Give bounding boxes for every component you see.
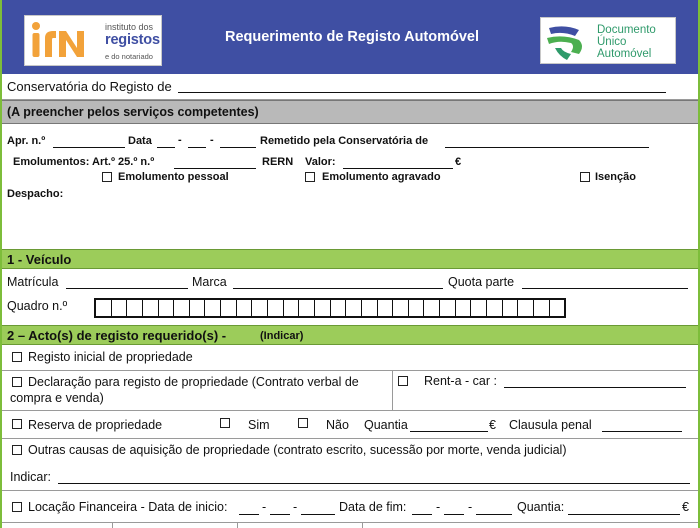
conservatoria-label: Conservatória do Registo de — [7, 79, 172, 94]
emolumentos-label: Emolumentos: Art.º 25.º n.º — [13, 156, 155, 168]
data-day-field[interactable] — [157, 147, 175, 148]
marca-label: Marca — [192, 275, 227, 289]
reserva-label: Reserva de propriedade — [28, 418, 163, 432]
irn-logo-icon — [29, 18, 95, 62]
declaracao-checkbox[interactable] — [12, 377, 22, 387]
next-row-partial — [2, 523, 698, 528]
reserva-nao-checkbox[interactable] — [298, 418, 308, 428]
actos-heading: 2 – Acto(s) de registo requerido(s) - — [7, 328, 227, 343]
reserva-quantia-field[interactable] — [410, 431, 488, 432]
reserva-nao-label: Não — [326, 418, 349, 432]
reserva-quantia-currency: € — [489, 418, 496, 432]
locacao-inicio-year-field[interactable] — [301, 514, 335, 515]
quota-label: Quota parte — [448, 275, 515, 289]
declaracao-label-line2: compra e venda) — [10, 391, 104, 405]
rern-label: RERN — [262, 156, 294, 168]
remetido-label: Remetido pela Conservatória de — [260, 135, 429, 147]
reserva-quantia-label: Quantia — [364, 418, 408, 432]
registo-inicial-checkbox[interactable] — [12, 352, 22, 362]
outras-causas-row — [2, 439, 698, 491]
servicos-band — [2, 100, 698, 124]
locacao-inicio-dash-1: - — [262, 500, 267, 514]
emolumentos-field[interactable] — [174, 168, 256, 169]
marca-field[interactable] — [233, 288, 443, 289]
rent-a-car-label: Rent-a - car : — [424, 374, 497, 388]
emolumento-agravado-label: Emolumento agravado — [322, 171, 441, 183]
declaracao-row — [2, 371, 698, 411]
reserva-sim-label: Sim — [248, 418, 270, 432]
apr-field[interactable] — [53, 147, 125, 148]
outras-causas-label: Outras causas de aquisição de propriedade (contrato escrito, sucessão por morte, venda judicial) — [28, 443, 567, 457]
data-fim-year-field[interactable] — [476, 514, 512, 515]
isencao-checkbox[interactable] — [580, 172, 590, 182]
valor-currency: € — [455, 156, 462, 168]
locacao-inicio-day-field[interactable] — [239, 514, 259, 515]
data-fim-month-field[interactable] — [444, 514, 464, 515]
veiculo-row-1 — [2, 269, 698, 293]
veiculo-heading: 1 - Veículo — [7, 252, 72, 267]
data-month-field[interactable] — [188, 147, 206, 148]
emolumento-pessoal-label: Emolumento pessoal — [118, 171, 229, 183]
indicar-label: Indicar: — [10, 470, 51, 484]
emolumento-agravado-checkbox[interactable] — [305, 172, 315, 182]
locacao-quantia-field[interactable] — [568, 514, 680, 515]
declaracao-divider — [392, 371, 393, 411]
rent-a-car-checkbox[interactable] — [398, 376, 408, 386]
remetido-field[interactable] — [445, 147, 649, 148]
clausula-penal-field[interactable] — [602, 431, 682, 432]
data-fim-dash-1: - — [436, 500, 441, 514]
data-label: Data — [128, 135, 152, 147]
indicar-field[interactable] — [58, 483, 690, 484]
registo-inicial-row — [2, 345, 698, 371]
dua-logo-line3: Automóvel — [597, 48, 652, 60]
outras-causas-checkbox[interactable] — [12, 445, 22, 455]
dua-logo-icon — [545, 22, 593, 62]
next-row-divider-2 — [237, 523, 238, 528]
irn-logo — [24, 15, 162, 66]
next-row-divider-3 — [362, 523, 363, 528]
quadro-character-grid[interactable] — [94, 298, 566, 318]
locacao-row — [2, 491, 698, 523]
valor-field[interactable] — [343, 168, 453, 169]
apr-label: Apr. n.º — [7, 135, 46, 147]
irn-logo-line2: registos — [105, 32, 160, 48]
locacao-inicio-dash-2: - — [293, 500, 298, 514]
matricula-label: Matrícula — [7, 275, 59, 289]
data-fim-day-field[interactable] — [412, 514, 432, 515]
rent-a-car-field[interactable] — [504, 387, 686, 388]
servicos-section — [2, 124, 698, 248]
quota-field[interactable] — [522, 288, 688, 289]
locacao-label: Locação Financeira - Data de inicio: — [28, 500, 228, 514]
locacao-quantia-currency: € — [682, 500, 689, 514]
emolumento-pessoal-checkbox[interactable] — [102, 172, 112, 182]
dua-logo-line2: Único — [597, 36, 627, 48]
conservatoria-row — [2, 74, 698, 100]
actos-heading-band — [2, 325, 698, 345]
conservatoria-field[interactable] — [178, 92, 666, 93]
veiculo-heading-band — [2, 249, 698, 269]
dua-logo-line1: Documento — [597, 24, 656, 36]
dua-logo — [540, 17, 676, 64]
matricula-field[interactable] — [66, 288, 188, 289]
valor-label: Valor: — [305, 156, 336, 168]
quadro-label: Quadro n.º — [7, 299, 68, 313]
locacao-checkbox[interactable] — [12, 502, 22, 512]
locacao-inicio-month-field[interactable] — [270, 514, 290, 515]
actos-heading-note: (Indicar) — [260, 330, 304, 342]
data-year-field[interactable] — [220, 147, 256, 148]
declaracao-label-line1: Declaração para registo de propriedade (Contrato verbal de — [28, 375, 359, 389]
reserva-checkbox[interactable] — [12, 419, 22, 429]
header-bar — [2, 0, 698, 74]
locacao-quantia-label: Quantia: — [517, 500, 565, 514]
next-row-divider-1 — [112, 523, 113, 528]
despacho-label: Despacho: — [7, 188, 64, 200]
data-dash-1: - — [178, 134, 182, 146]
servicos-band-label: (A preencher pelos serviços competentes) — [7, 105, 259, 119]
data-fim-dash-2: - — [468, 500, 473, 514]
irn-logo-line1: instituto dos — [105, 22, 154, 32]
data-dash-2: - — [210, 134, 214, 146]
clausula-penal-label: Clausula penal — [509, 418, 592, 432]
irn-logo-line3: e do notariado — [105, 52, 153, 61]
document-title: Requerimento de Registo Automóvel — [224, 29, 480, 45]
isencao-label: Isenção — [595, 171, 636, 183]
reserva-row — [2, 411, 698, 439]
registo-inicial-label: Registo inicial de propriedade — [28, 350, 193, 364]
data-fim-label: Data de fim: — [339, 500, 407, 514]
reserva-sim-checkbox[interactable] — [220, 418, 230, 428]
